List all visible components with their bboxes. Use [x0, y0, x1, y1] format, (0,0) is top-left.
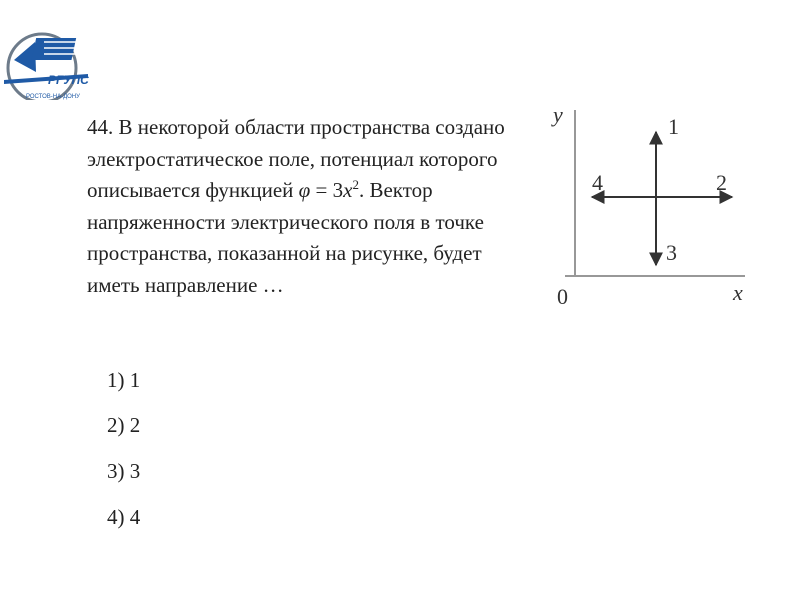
- question-text-before: В некоторой области пространства создано электростатическое поле, потенциал которого описывается функцией: [87, 115, 505, 202]
- rgups-logo: [0, 20, 100, 100]
- question-text-after: . Вектор напряженности электрического поля в точке пространства, показанной на рисунке, будет иметь направление …: [87, 178, 484, 297]
- question-text: [87, 112, 532, 301]
- option-2[interactable]: 2) 2: [107, 413, 141, 437]
- option-1[interactable]: 1) 1: [107, 368, 141, 392]
- arrow-label-3: 3: [666, 240, 677, 265]
- formula-x: x: [343, 178, 353, 202]
- formula-exponent: 2: [352, 177, 359, 192]
- option-3[interactable]: 3) 3: [107, 459, 141, 483]
- arrow-label-2: 2: [716, 170, 727, 195]
- question-number: 44.: [87, 115, 114, 139]
- x-axis-label: x: [733, 280, 743, 305]
- logo-ring-text: РОСТОВ-НА-ДОНУ: [26, 94, 80, 100]
- vector-diagram: [540, 100, 760, 310]
- y-axis-label: y: [553, 102, 563, 127]
- origin-label: 0: [557, 284, 568, 309]
- logo-text: РГУПС: [48, 73, 89, 87]
- formula-eq: = 3: [310, 178, 344, 202]
- arrow-label-4: 4: [592, 170, 603, 195]
- arrow-label-1: 1: [668, 114, 679, 139]
- formula-phi: φ: [298, 178, 311, 202]
- option-4[interactable]: 4) 4: [107, 505, 141, 529]
